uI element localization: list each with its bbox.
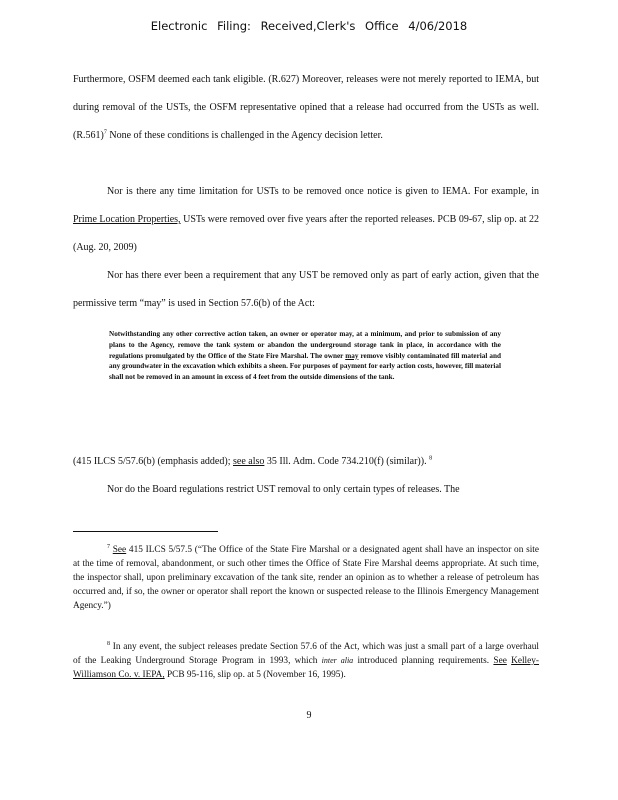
paragraph-text: Nor do the Board regulations restrict UST removal to only certain types of releases. The xyxy=(107,484,460,495)
footnote-7 xyxy=(73,543,539,613)
quote-text: Notwithstanding any other corrective action taken, an owner or operator may, at a minimum, and prior to submission of any plans to the Agency, remove the tank system or abandon the underground storage tank in place, in accordance with the regulations promulgated by the Office of the State Fire Marshal. The owner xyxy=(109,330,501,360)
see-signal: See xyxy=(493,656,507,666)
citation-text: 35 Ill. Adm. Code 734.210(f) (similar)). xyxy=(264,456,427,467)
latin-phrase: inter alia xyxy=(321,656,354,665)
footnote-text: 415 ILCS 5/57.5 (“The Office of the State Fire Marshal or a designated agent shall have an inspector on site at the time of removal, abandonment, or such other times the Office of State Fire Marshal deems appropriate. At such time, the inspector shall, upon preliminary excavation of the tank site, render an opinion as to whether a release of petroleum has occurred and, if so, the owner or operator shall report the known or suspected release to the Illinois Emergency Management Agency.”) xyxy=(73,545,539,611)
paragraph-text: Furthermore, OSFM deemed each tank eligible. (R.627) Moreover, releases were not merely reported to IEMA, but during removal of the USTs, the OSFM representative opined that a release had occurred from the USTs as well. (R.561) xyxy=(73,74,539,141)
footnote-separator xyxy=(73,531,218,532)
paragraph-text: None of these conditions is challenged in the Agency decision letter. xyxy=(106,130,383,141)
case-citation: Kelley-Williamson Co. v. IEPA, xyxy=(73,656,540,680)
see-also-signal: see also xyxy=(232,456,265,467)
block-quote xyxy=(109,329,501,383)
paragraph-requirement xyxy=(73,262,539,318)
quote-text: remove visibly contaminated fill material and any groundwater in the excavation which exhibits a sheen. For purposes of payment for early action costs, however, fill material shall not be removed in an amount in excess of 4 feet from the outside dimensions of the tank. xyxy=(109,351,501,382)
paragraph-text: Nor is there any time limitation for USTs to be removed once notice is given to IEMA. For example, in xyxy=(107,186,539,197)
footnote-text: In any event, the subject releases predate Section 57.6 of the Act, which was just a small part of a large overhaul of the Leaking Underground Storage Program in 1993, which xyxy=(73,642,539,666)
paragraph-osfm xyxy=(73,66,539,150)
paragraph-text: Nor has there ever been a requirement that any UST be removed only as part of early action, given that the permissive term “may” is used in Section 57.6(b) of the Act: xyxy=(73,270,539,309)
footnote-text: introduced planning requirements. xyxy=(353,656,494,666)
page-number: 9 xyxy=(306,710,312,721)
paragraph-time-limitation xyxy=(73,178,539,262)
citation-text: (415 ILCS 5/57.6(b) (emphasis added); xyxy=(73,456,233,467)
footnote-number: 7 xyxy=(107,543,110,550)
footnote-8 xyxy=(73,640,539,682)
footnote-text: PCB 95-116, slip op. at 5 (November 16, 1995). xyxy=(164,670,346,680)
footnote-ref-8: 8 xyxy=(429,455,433,462)
footnote-ref-7: 7 xyxy=(103,129,107,136)
paragraph-text: USTs were removed over five years after the reported releases. PCB 09-67, slip op. at 22 (Aug. 20, 2009) xyxy=(73,214,539,253)
see-signal: See xyxy=(112,545,127,555)
case-citation: Prime Location Properties, xyxy=(73,214,181,225)
citation-line xyxy=(73,448,539,476)
paragraph-board-regulations xyxy=(73,476,539,504)
footnote-number: 8 xyxy=(107,640,110,647)
filing-stamp-header: Electronic Filing: Received,Clerk's Office 4/06/2018 xyxy=(150,19,468,33)
quote-emphasis: may xyxy=(345,351,359,360)
